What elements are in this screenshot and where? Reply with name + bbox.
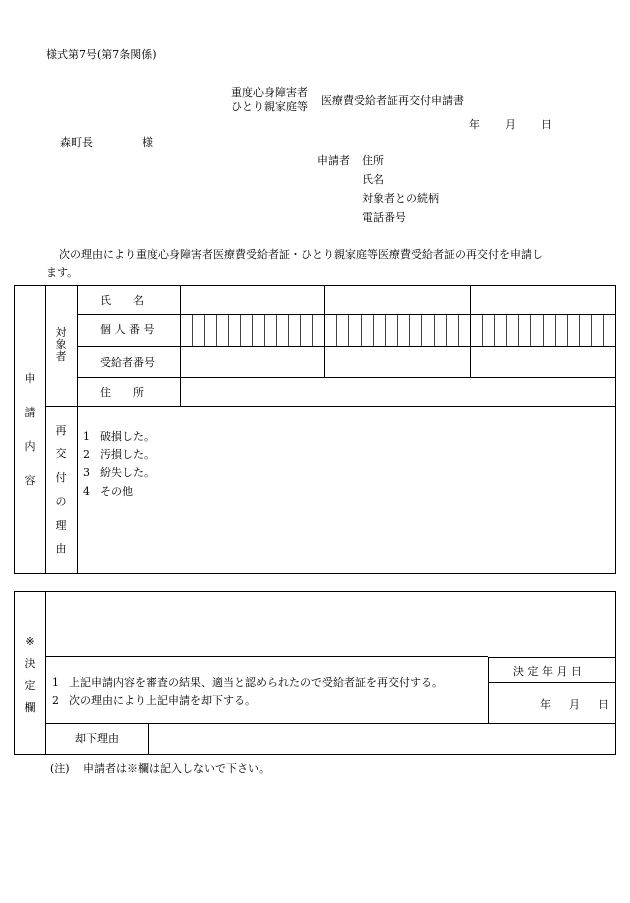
reason-number: 3 (83, 466, 90, 479)
digit-box-divider (192, 315, 193, 346)
intro-text-line2: ます。 (46, 266, 79, 279)
title-prefix-1: 重度心身障害者 (231, 86, 308, 99)
digit-box-divider (567, 315, 568, 346)
reason-text: その他 (100, 485, 133, 498)
reason-number: 4 (83, 485, 90, 498)
digit-box-divider (276, 315, 277, 346)
digit-box-divider (579, 315, 580, 346)
digit-box-divider (204, 315, 205, 346)
date-month: 月 (505, 118, 516, 131)
digit-box-divider (434, 315, 435, 346)
addressee-name: 森町長 (60, 136, 93, 149)
note-label: (注) (50, 762, 70, 775)
decision-section-char: ※ (25, 635, 35, 648)
digit-box-divider (300, 315, 301, 346)
digit-box-divider (288, 315, 289, 346)
digit-box-divider (421, 315, 422, 346)
digit-box-divider (385, 315, 386, 346)
rejection-reason-label: 却下理由 (75, 732, 119, 745)
app-section-char: 請 (24, 406, 36, 419)
date-day: 日 (541, 118, 552, 131)
reason-label-char: 理 (55, 519, 67, 532)
digit-box-divider (506, 315, 507, 346)
decision-option-number: 1 (52, 676, 59, 689)
document-title: 医療費受給者証再交付申請書 (321, 94, 464, 107)
row-label-address: 住 所 (100, 386, 144, 399)
decision-option-text: 次の理由により上記申請を却下する。 (69, 694, 256, 707)
reason-label-char: 再 (55, 424, 67, 437)
digit-box-divider (530, 315, 531, 346)
reason-label-char: の (55, 495, 67, 508)
applicant-name-label: 氏名 (362, 173, 384, 186)
app-section-char: 容 (24, 474, 36, 487)
digit-box-divider (348, 315, 349, 346)
applicant-label: 申請者 (317, 154, 350, 167)
digit-box-divider (603, 315, 604, 346)
digit-box-divider (228, 315, 229, 346)
date-year: 年 (469, 118, 480, 131)
decision-section-char: 決 (24, 657, 36, 670)
digit-box-divider (252, 315, 253, 346)
addressee-honorific: 様 (142, 136, 153, 149)
decision-option-text: 上記申請内容を審査の結果、適当と認められたので受給者証を再交付する。 (69, 676, 443, 689)
row-label-recipient-number: 受給者番号 (100, 356, 155, 369)
digit-box-divider (555, 315, 556, 346)
decision-option-number: 2 (52, 694, 59, 707)
reason-number: 2 (83, 448, 90, 461)
title-prefix-2: ひとり親家庭等 (231, 100, 308, 113)
decision-section-char: 欄 (24, 701, 36, 714)
reason-label-char: 付 (55, 471, 67, 484)
decision-date-day: 日 (598, 698, 609, 711)
digit-box-divider (397, 315, 398, 346)
digit-box-divider (591, 315, 592, 346)
form-number: 様式第7号(第7条関係) (46, 48, 157, 61)
digit-box-divider (336, 315, 337, 346)
app-section-char: 内 (24, 440, 36, 453)
subject-label-char: 者 (55, 350, 67, 363)
row-label-personal-number: 個 人 番 号 (100, 323, 155, 336)
digit-box-divider (373, 315, 374, 346)
digit-box-divider (458, 315, 459, 346)
reason-text: 汚損した。 (100, 448, 155, 461)
row-label-name: 氏 名 (100, 294, 144, 307)
applicant-address-label: 住所 (362, 154, 384, 167)
digit-box-divider (446, 315, 447, 346)
subject-label-char: 対 (55, 326, 67, 339)
decision-date-month: 月 (569, 698, 580, 711)
digit-box-divider (312, 315, 313, 346)
applicant-phone-label: 電話番号 (362, 211, 406, 224)
app-section-char: 申 (24, 372, 36, 385)
decision-date-header: 決 定 年 月 日 (513, 665, 582, 678)
intro-text-line1: 次の理由により重度心身障害者医療費受給者証・ひとり親家庭等医療費受給者証の再交付を申請し (59, 248, 543, 261)
reason-text: 紛失した。 (100, 466, 155, 479)
decision-section-char: 定 (24, 679, 36, 692)
subject-label-char: 象 (55, 338, 67, 351)
reason-text: 破損した。 (100, 430, 155, 443)
digit-box-divider (409, 315, 410, 346)
reason-number: 1 (83, 430, 90, 443)
decision-date-year: 年 (540, 698, 551, 711)
digit-box-divider (361, 315, 362, 346)
digit-box-divider (264, 315, 265, 346)
reason-label-char: 由 (55, 542, 67, 555)
reason-label-char: 交 (55, 447, 67, 460)
applicant-relation-label: 対象者との続柄 (362, 192, 439, 205)
digit-box-divider (482, 315, 483, 346)
digit-box-divider (240, 315, 241, 346)
digit-box-divider (494, 315, 495, 346)
digit-box-divider (543, 315, 544, 346)
note-text: 申請者は※欄は記入しないで下さい。 (83, 762, 270, 775)
digit-box-divider (216, 315, 217, 346)
digit-box-divider (518, 315, 519, 346)
